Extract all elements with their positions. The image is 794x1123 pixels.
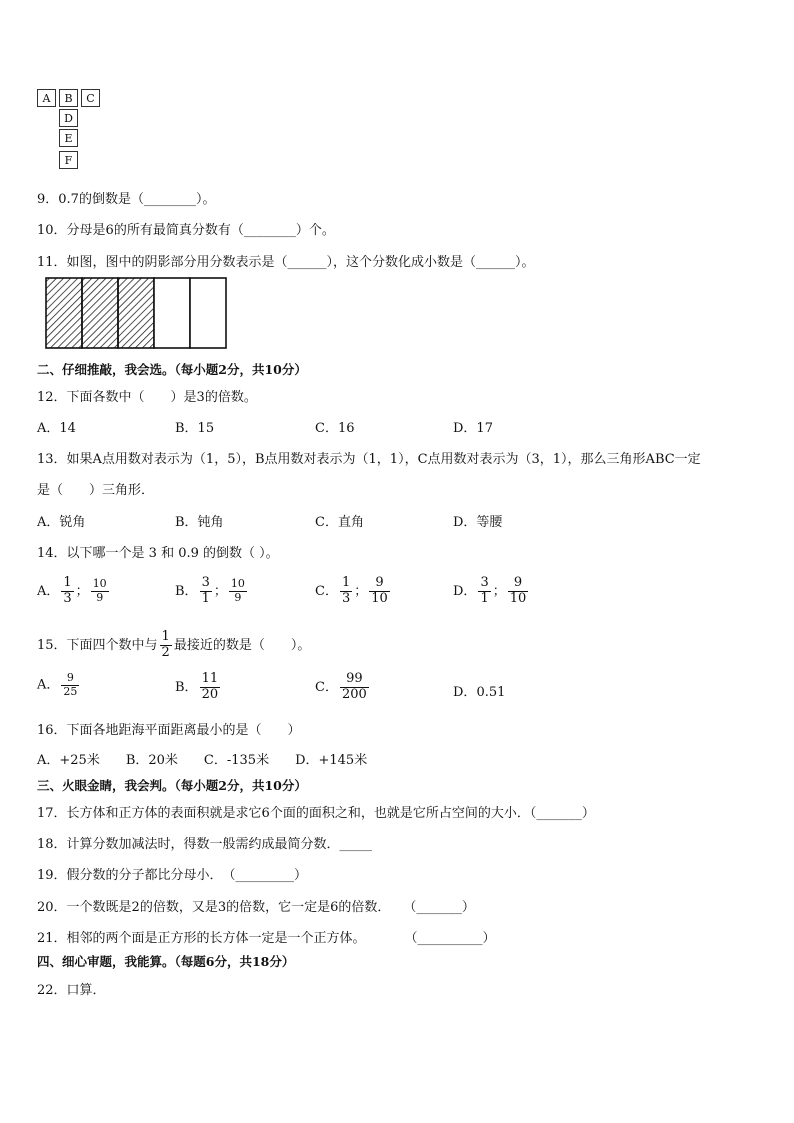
net-cell-f: F [59, 151, 78, 169]
stem-text: 15．下面四个数中与 [37, 637, 158, 653]
numerator: 10 [230, 577, 245, 591]
section-2-heading: 二、仔细推敲，我会选。（每小题2分，共10分） [37, 362, 307, 377]
question-13-line2: 是（ ）三角形． [37, 483, 155, 498]
q15-option-c [315, 672, 371, 703]
question-19: 19．假分数的分子都比分母小． （_________） [37, 868, 308, 883]
question-17: 17．长方体和正方体的表面积就是求它6个面的面积之和，也就是它所占空间的大小．（_______） [37, 806, 595, 821]
option-label: C． [315, 679, 338, 695]
separator: ； [75, 583, 89, 599]
section-4-heading: 四、细心审题，我能算。（每题6分，共18分） [37, 954, 295, 969]
shaded-part [118, 278, 154, 348]
question-12-stem: 12．下面各数中（ ）是3的倍数。 [37, 390, 257, 405]
question-15-stem [37, 630, 310, 661]
denominator: 3 [341, 590, 351, 606]
question-11: 11．如图，图中的阴影部分用分数表示是（______），这个分数化成小数是（______）。 [37, 255, 535, 270]
question-21: 21．相邻的两个面是正方形的长方体一定是一个正方体。 （__________） [37, 931, 496, 946]
denominator: 1 [201, 590, 210, 606]
numerator: 9 [61, 672, 79, 686]
option-label: B． [175, 679, 198, 695]
denominator: 3 [63, 590, 72, 606]
net-cell-b: B [59, 89, 78, 107]
numerator: 3 [201, 575, 210, 590]
q16-options: A．+25米 B．20米 C．-135米 D．+145米 [37, 753, 368, 768]
q14-option-b [175, 576, 249, 607]
q14-option-d [453, 576, 530, 607]
denominator: 1 [480, 590, 489, 606]
q15-option-a [37, 672, 81, 698]
option-label: A． [37, 583, 60, 599]
option-label: D． [453, 583, 477, 599]
net-cell-d: D [59, 109, 78, 127]
q13-option-d: D．等腰 [453, 515, 503, 530]
option-label: C． [315, 583, 338, 599]
numerator: 3 [480, 575, 489, 590]
numerator: 9 [508, 576, 529, 592]
numerator: 99 [340, 672, 369, 688]
q14-option-a [37, 576, 111, 607]
question-9: 9．0.7的倒数是（________）。 [37, 192, 216, 207]
separator: ； [492, 583, 506, 599]
denominator: 2 [161, 644, 170, 660]
q12-option-a: A．14 [37, 421, 76, 436]
numerator: 10 [92, 577, 107, 591]
denominator: 9 [96, 590, 104, 604]
shaded-fraction-figure [44, 276, 230, 350]
option-label: B． [175, 583, 198, 599]
q13-option-b: B．钝角 [175, 515, 224, 530]
numerator: 9 [369, 576, 390, 592]
denominator: 10 [371, 590, 388, 606]
q12-option-b: B．15 [175, 421, 215, 436]
numerator: 1 [341, 575, 351, 590]
question-18: 18．计算分数加减法时，得数一般需约成最简分数．_____ [37, 837, 373, 852]
separator: ； [354, 583, 368, 599]
option-label: A． [37, 677, 60, 693]
separator: ； [213, 583, 227, 599]
question-10: 10．分母是6的所有最简真分数有（________）个。 [37, 223, 335, 238]
shaded-part [82, 278, 118, 348]
net-cell-c: C [81, 89, 100, 107]
question-20: 20．一个数既是2的倍数，又是3的倍数，它一定是6的倍数． （_______） [37, 900, 475, 915]
denominator: 10 [509, 590, 527, 606]
question-13-line1: 13．如果A点用数对表示为（1，5），B点用数对表示为（1，1），C点用数对表示为（3，1），那么三角形ABC一定 [37, 452, 701, 467]
q13-option-c: C．直角 [315, 515, 364, 530]
option-value: 0.51 [476, 685, 506, 700]
cube-net-figure [37, 89, 103, 171]
q12-option-d: D．17 [453, 421, 493, 436]
numerator: 11 [201, 671, 219, 686]
option-label: D． [453, 685, 477, 700]
q15-option-b [175, 672, 222, 703]
denominator: 200 [341, 686, 367, 702]
denominator: 9 [234, 590, 242, 604]
question-16-stem: 16．下面各地距海平面距离最小的是（ ） [37, 723, 301, 738]
unshaded-part [190, 278, 226, 348]
q15-option-d [453, 681, 505, 700]
section-3-heading: 三、火眼金睛，我会判。（每小题2分，共10分） [37, 778, 307, 793]
net-cell-e: E [59, 129, 78, 147]
denominator: 20 [201, 686, 219, 702]
shaded-part [46, 278, 82, 348]
q13-option-a: A．锐角 [37, 515, 86, 530]
question-22: 22．口算． [37, 983, 106, 998]
q12-option-c: C．16 [315, 421, 355, 436]
unshaded-part [154, 278, 190, 348]
stem-text: 最接近的数是（ ）。 [173, 637, 311, 653]
numerator: 1 [63, 575, 72, 590]
net-cell-a: A [37, 89, 56, 107]
question-14-stem: 14．以下哪一个是 3 和 0.9 的倒数（ ）。 [37, 546, 279, 561]
q14-option-c [315, 576, 392, 607]
denominator: 25 [63, 684, 78, 698]
numerator: 1 [161, 629, 170, 644]
